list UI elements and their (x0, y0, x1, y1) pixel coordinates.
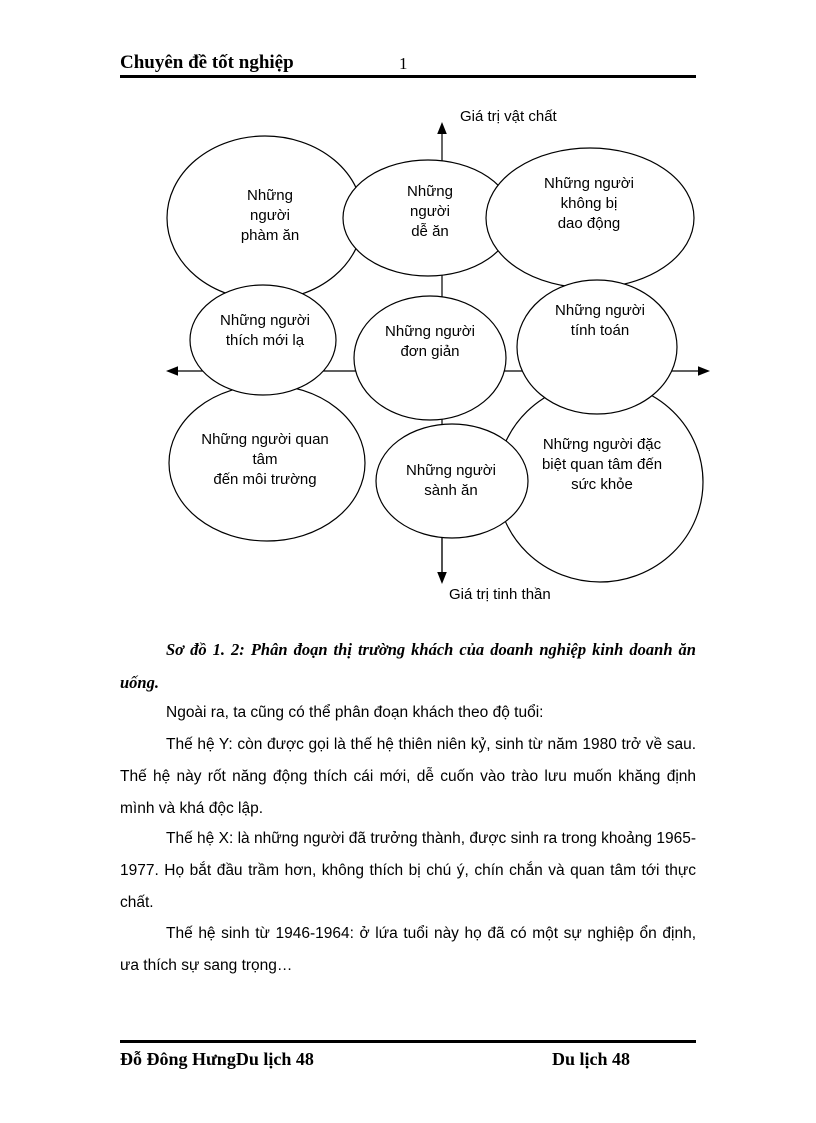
oval-label-quan-tam-moi-truong: Những người quan tâm đến môi trường (201, 431, 329, 488)
header-title: Chuyên đề tốt nghiệp (120, 52, 294, 73)
paragraph-2: Thế hệ Y: còn được gọi là thế hệ thiên niên kỷ, sinh từ năm 1980 trở về sau. Thế hệ này rốt năng động thích cái mới, dễ cuốn vào trào lưu muốn khăng định mình và khá độc lập. (120, 736, 696, 817)
paragraph-4: Thế hệ sinh từ 1946-1964: ở lứa tuổi này họ đã có một sự nghiệp ổn định, ưa thích sự sang trọng… (120, 925, 696, 974)
oval-label-don-gian: Những người đơn giản (385, 323, 475, 360)
oval-label-pham-an: Những người phàm ăn (240, 187, 300, 244)
oval-label-tinh-toan: Những người tính toán (555, 302, 645, 339)
oval-label-de-an: Những người dễ ăn (407, 183, 453, 240)
oval-label-suc-khoe: Những người đặc biệt quan tâm đến sức khỏe (541, 436, 663, 493)
axis-bottom-label: Giá trị tinh thần (449, 586, 551, 603)
oval-label-khong-bi-dao-dong: Những người không bị dao động (544, 175, 634, 232)
footer-author: Đỗ Đông HưngDu lịch 48 (120, 1049, 314, 1069)
oval-label-thich-moi-la: Những người thích mới lạ (220, 312, 310, 349)
footer-rule (120, 1040, 696, 1043)
figure-caption: Sơ đồ 1. 2: Phân đoạn thị trường khách của doanh nghiệp kinh doanh ăn uống. (120, 640, 696, 692)
footer-course: Du lịch 48 (552, 1049, 631, 1069)
axis-top-label: Giá trị vật chất (460, 108, 557, 125)
oval-label-sanh-an: Những người sành ăn (406, 462, 496, 499)
paragraph-1: Ngoài ra, ta cũng có thể phân đoạn khách theo độ tuổi: (166, 704, 544, 721)
paragraph-3: Thế hệ X: là những người đã trưởng thành, được sinh ra trong khoảng 1965-1977. Họ bắt đầu trầm hơn, không thích bị chú ý, chín chắn và quan tâm tới thực chất. (120, 830, 696, 911)
page-number: 1 (399, 54, 408, 73)
